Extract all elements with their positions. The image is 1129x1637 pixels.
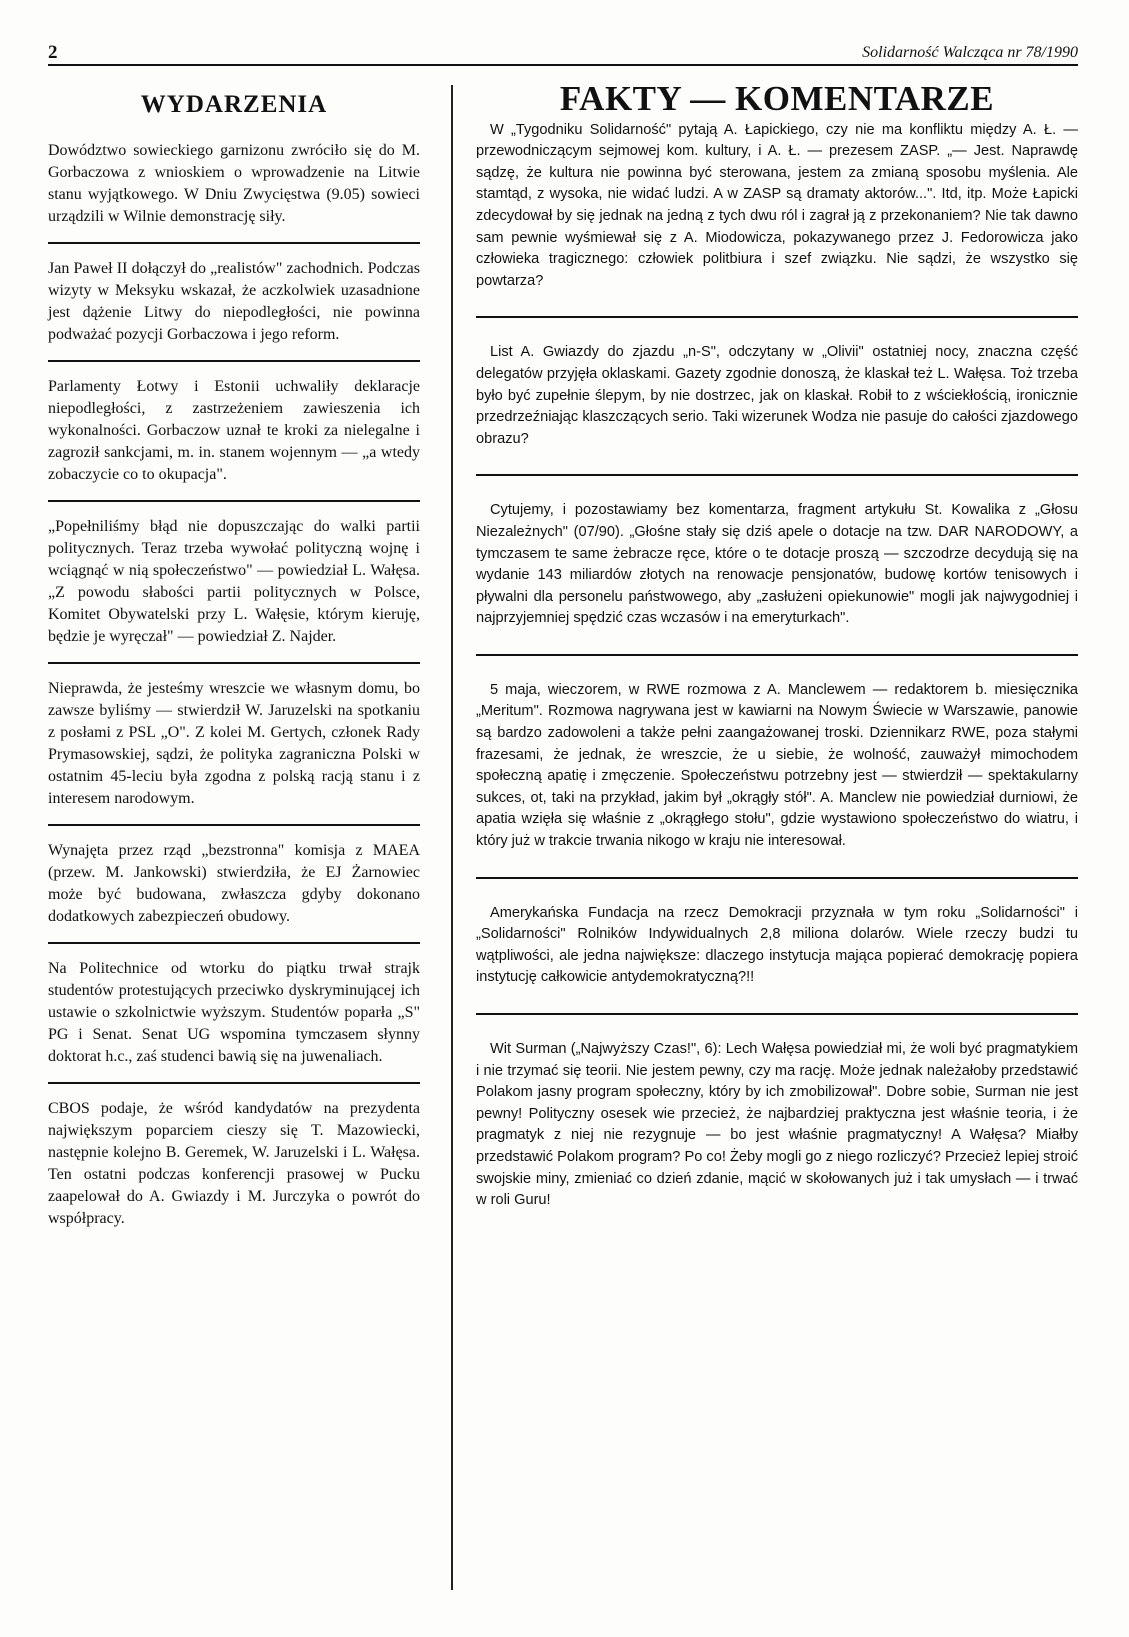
comment-item: List A. Gwiazdy do zjazdu „n-S", odczytany w „Olivii" ostatniej nocy, znaczna część delegatów przyjęła oklaskami. Gazety zgodnie donoszą, że klaskał też L. Wałęsa. Toż trzeba było być zupełnie ślepym, by nie dostrzec, jak on klaskał. Robił to z wściekłością, ironicznie przedrzeźniając klaszczących serio. Taki wizerunek Wodza nie pasuje do całości zjazdowego obrazu? <box>476 344 1078 447</box>
item-separator <box>48 824 420 826</box>
news-item: CBOS podaje, że wśród kandydatów na prezydenta największym poparciem cieszy się T. Mazowiecki, następnie kolejno B. Geremek, W. Jaruzelski i L. Wałęsa. Ten ostatni podczas konferencji prasowej w Pucku zaapelował do A. Gwiazdy i M. Jurczyka o powrót do współpracy. <box>48 1100 420 1227</box>
item-separator <box>48 500 420 502</box>
item-separator <box>476 316 1078 318</box>
item-separator <box>476 654 1078 656</box>
news-item: Na Politechnice od wtorku do piątku trwał strajk studentów protestujących przeciwko dyskryminującej ich ustawie o szkolnictwie wyższym. Studentów poparła „S" PG i Senat. Senat UG wspomina tymczasem słynny doktorat h.c., zaś studenci bawią się na juwenaliach. <box>48 960 420 1065</box>
comment-item: Amerykańska Fundacja na rzecz Demokracji przyznała w tym roku „Solidarności" i „Solidarności" Rolników Indywidualnych 2,8 miliona dolarów. Wiele rzeczy budzi tu wątpliwości, ale jedna największe: dlaczego instytucja mająca popierać demokrację popiera instytucję całkowicie antydemokratyczną?!! <box>476 904 1078 986</box>
news-item: „Popełniliśmy błąd nie dopuszczając do walki partii politycznych. Teraz trzeba wywołać polityczną wojnę i wciągnąć w nią społeczeństwo" — powiedział L. Wałęsa. „Z powodu słabości partii politycznych w Polsce, Komitet Obywatelski przy L. Wałęsie, którym kieruję, będzie je wyręczał" — powiedział Z. Najder. <box>48 518 420 645</box>
section-title-fakty-komentarze: FAKTY — KOMENTARZE <box>559 79 995 118</box>
item-separator <box>48 360 420 362</box>
item-separator <box>476 474 1078 476</box>
comment-item: Wit Surman („Najwyższy Czas!", 6): Lech Wałęsa powiedział mi, że woli być pragmatykiem i nie trzymać się teorii. Nie jestem pewny, czy ma rację. Może jednak należałoby przedstawić Polakom jasny program społeczny, który by ich zmobilizował". Dobre sobie, Surman nie jest pewny! Polityczny osesek wie przecież, że najbardziej praktyczna jest właśnie teoria, i że pragmatyk z niej nie rezygnuje — bo jest właśnie pragmatyczny! A Wałęsa? Miałby przedstawić Polakom program? Po co! Żeby mogli go z niego rozliczyć? Przecież lepiej stroić swojskie miny, zmieniać co dzień zdanie, mącić w skołowanych już i tak umysłach — i trwać w roli Guru! <box>476 1041 1078 1209</box>
item-separator <box>48 942 420 944</box>
comment-item: W „Tygodniku Solidarność" pytają A. Łapickiego, czy nie ma konfliktu między A. Ł. — przewodniczącym sejmowej kom. kultury, i A. Ł. — prezesem ZASP. „— Jest. Naprawdę sądzę, że kultura nie powinna być sterowana, jestem za zmianą sposobu myślenia. Ale stamtąd, z wysoka, nie widać ludzi. A w ZASP są dramaty aktorów...". Itd, itp. Może Łapicki zdecydował by się jednak na jedną z tych dwu ról i zagrał ją z przekonaniem? Nie tak dawno sam pewnie wyśmiewał się z A. Miodowicza, pokazywanego przez J. Fedorowicza jako człowieka tragicznego: człowiek politbiura i szef związku. Nie sądzi, że wszystko się powtarza? <box>476 121 1078 289</box>
item-separator <box>476 877 1078 879</box>
news-item: Dowództwo sowieckiego garnizonu zwróciło się do M. Gorbaczowa z wnioskiem o wprowadzenie na Litwie stanu wyjątkowego. W Dniu Zwycięstwa (9.05) sowieci urządzili w Wilnie demonstrację siły. <box>48 142 420 225</box>
news-item: Jan Paweł II dołączył do „realistów" zachodnich. Podczas wizyty w Meksyku wskazał, że aczkolwiek uzasadnione jest dążenie Litwy do niepodległości, nie powinna podważać pozycji Gorbaczowa i jego reform. <box>48 260 420 343</box>
page-number: 2 <box>48 42 58 63</box>
issue-label: Solidarność Walcząca nr 78/1990 <box>862 44 1078 61</box>
left-column <box>48 88 420 1240</box>
news-item: Wynajęta przez rząd „bezstronna" komisja z MAEA (przew. M. Jankowski) stwierdziła, że EJ Żarnowiec może być budowana, zwłaszcza gdyby dokonano dodatkowych zabezpieczeń obudowy. <box>48 842 420 925</box>
column-divider <box>451 85 453 1590</box>
page-header <box>48 42 1078 66</box>
comment-item: 5 maja, wieczorem, w RWE rozmowa z A. Manclewem — redaktorem b. miesięcznika „Meritum". Rozmowa nagrywana jest w kawiarni na Nowym Świecie w Warszawie, panowie są bardzo zadowoleni a także pełni zaangażowanej troski. Dziennikarz RWE, poza stałymi frazesami, że jednak, że wreszcie, że u siebie, że wolność, zauważył mimochodem społeczną apatię i zmęczenie. Społeczeństwu potrzebny jest — stwierdził — spektakularny sukces, ot, taki na przykład, jakim był „okrągły stół". A. Manclew nie powiedział durniowi, że apatia wzięła się właśnie z „okrągłego stołu", gdzie wystawiono społeczeństwo do wiatru, i który już w trakcie trwania nikogo w kraju nie interesował. <box>476 681 1078 850</box>
right-column <box>476 79 1078 1226</box>
comment-item: Cytujemy, i pozostawiamy bez komentarza, fragment artykułu St. Kowalika z „Głosu Niezależnych" (07/90). „Głośne stały się dziś apele o dotacje na tzw. DAR NARODOWY, a tymczasem te same żebracze ręce, które o te dotacje proszą — szczodrze decydują się na wydanie 143 miliardów złotych na renowacje pensjonatów, budowę kortów tenisowych i pływalni dla personelu państwowego, aby „zasłużeni opiekunowie" mogli jak najwygodniej i najprzyjemniej spędzić czas wczasów i na emeryturkach". <box>476 502 1078 627</box>
news-item: Parlamenty Łotwy i Estonii uchwaliły deklaracje niepodległości, z zastrzeżeniem zawieszenia ich wykonalności. Gorbaczow uznał te kroki za nielegalne i zagroził sankcjami, m. in. stanem wojennym — „a wtedy zobaczycie co to okupacja". <box>48 378 420 483</box>
item-separator <box>476 1013 1078 1015</box>
section-title-wydarzenia: WYDARZENIA <box>140 91 328 118</box>
item-separator <box>48 662 420 664</box>
news-item: Nieprawda, że jesteśmy wreszcie we własnym domu, bo zawsze byliśmy — stwierdził W. Jaruzelski na spotkaniu z posłami z PSL „O". Z kolei M. Gertych, członek Rady Prymasowskiej, sądzi, że polityka zagraniczna Polski w ostatnim 45-leciu była zgodna z polską racją stanu i z interesem narodowym. <box>48 680 420 807</box>
item-separator <box>48 1082 420 1084</box>
item-separator <box>48 242 420 244</box>
